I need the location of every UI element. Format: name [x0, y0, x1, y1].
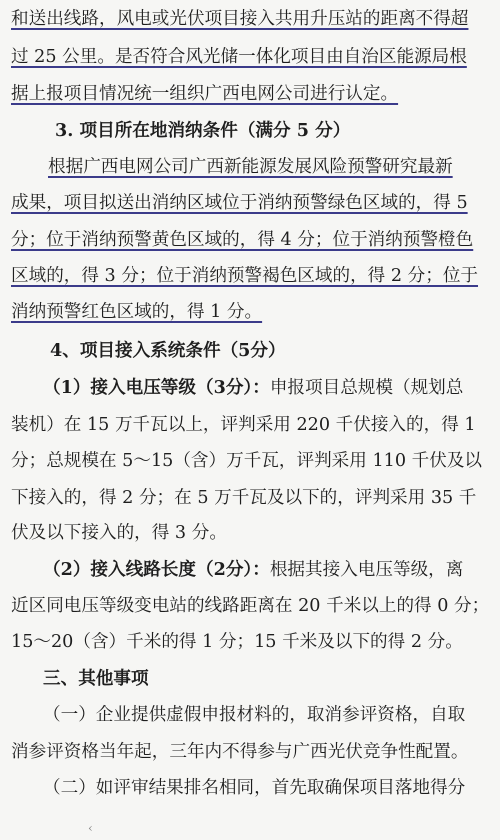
- paragraph-line: （二）如评审结果排名相同，首先取确保项目落地得分: [43, 778, 466, 798]
- paragraph-line: （一）企业提供虚假申报材料的，取消参评资格，自取: [43, 705, 466, 725]
- paragraph-line: 成果，项目拟送出消纳区域位于消纳预警绿色区域的，得 5: [11, 193, 468, 213]
- paragraph-line: 区域的，得 3 分；位于消纳预警褐色区域的，得 2 分；位于: [11, 266, 479, 286]
- paragraph-line: 根据广西电网公司广西新能源发展风险预警研究最新: [48, 157, 453, 177]
- paragraph-line: 近区同电压等级变电站的线路距离在 20 千米以上的得 0 分；: [11, 596, 490, 616]
- item-heading: （2）接入线路长度（2分）：: [43, 559, 270, 580]
- paragraph-line: [43, 376, 500, 400]
- paragraph-line: [43, 558, 500, 582]
- paragraph-line: 消参评资格当年起，三年内不得参与广西光伏竞争性配置。: [11, 742, 469, 762]
- paragraph-line: 15～20（含）千米的得 1 分；15 千米及以下的得 2 分。: [11, 632, 463, 652]
- paragraph-line: 分；总规模在 5～15（含）万千瓦，评判采用 110 千伏及以: [11, 451, 483, 471]
- paragraph-line: 据上报项目情况统一组织广西电网公司进行认定。: [11, 84, 399, 104]
- stray-mark: ‹: [88, 821, 93, 835]
- paragraph-line: 消纳预警红色区域的，得 1 分。: [11, 302, 263, 322]
- section-heading: 三、其他事项: [43, 668, 149, 689]
- item-heading: （1）接入电压等级（3分）：: [43, 377, 270, 398]
- section-heading: 3. 项目所在地消纳条件（满分 5 分）: [55, 120, 351, 141]
- item-text: 申报项目总规模（规划总: [269, 378, 464, 398]
- paragraph-line: 过 25 公里。是否符合风光储一体化项目由自治区能源局根: [11, 47, 467, 67]
- section-heading: 4、项目接入系统条件（5分）: [50, 340, 286, 361]
- item-text: 根据其接入电压等级，离: [269, 560, 464, 580]
- paragraph-line: 伏及以下接入的，得 3 分。: [11, 523, 227, 543]
- paragraph-line: 下接入的，得 2 分；在 5 万千瓦及以下的，评判采用 35 千: [11, 488, 477, 508]
- paragraph-line: 和送出线路，风电或光伏项目接入共用升压站的距离不得超: [11, 9, 469, 29]
- paragraph-line: 分；位于消纳预警黄色区域的，得 4 分；位于消纳预警橙色: [11, 230, 474, 250]
- paragraph-line: 装机）在 15 万千瓦以上，评判采用 220 千伏接入的，得 1: [11, 415, 476, 435]
